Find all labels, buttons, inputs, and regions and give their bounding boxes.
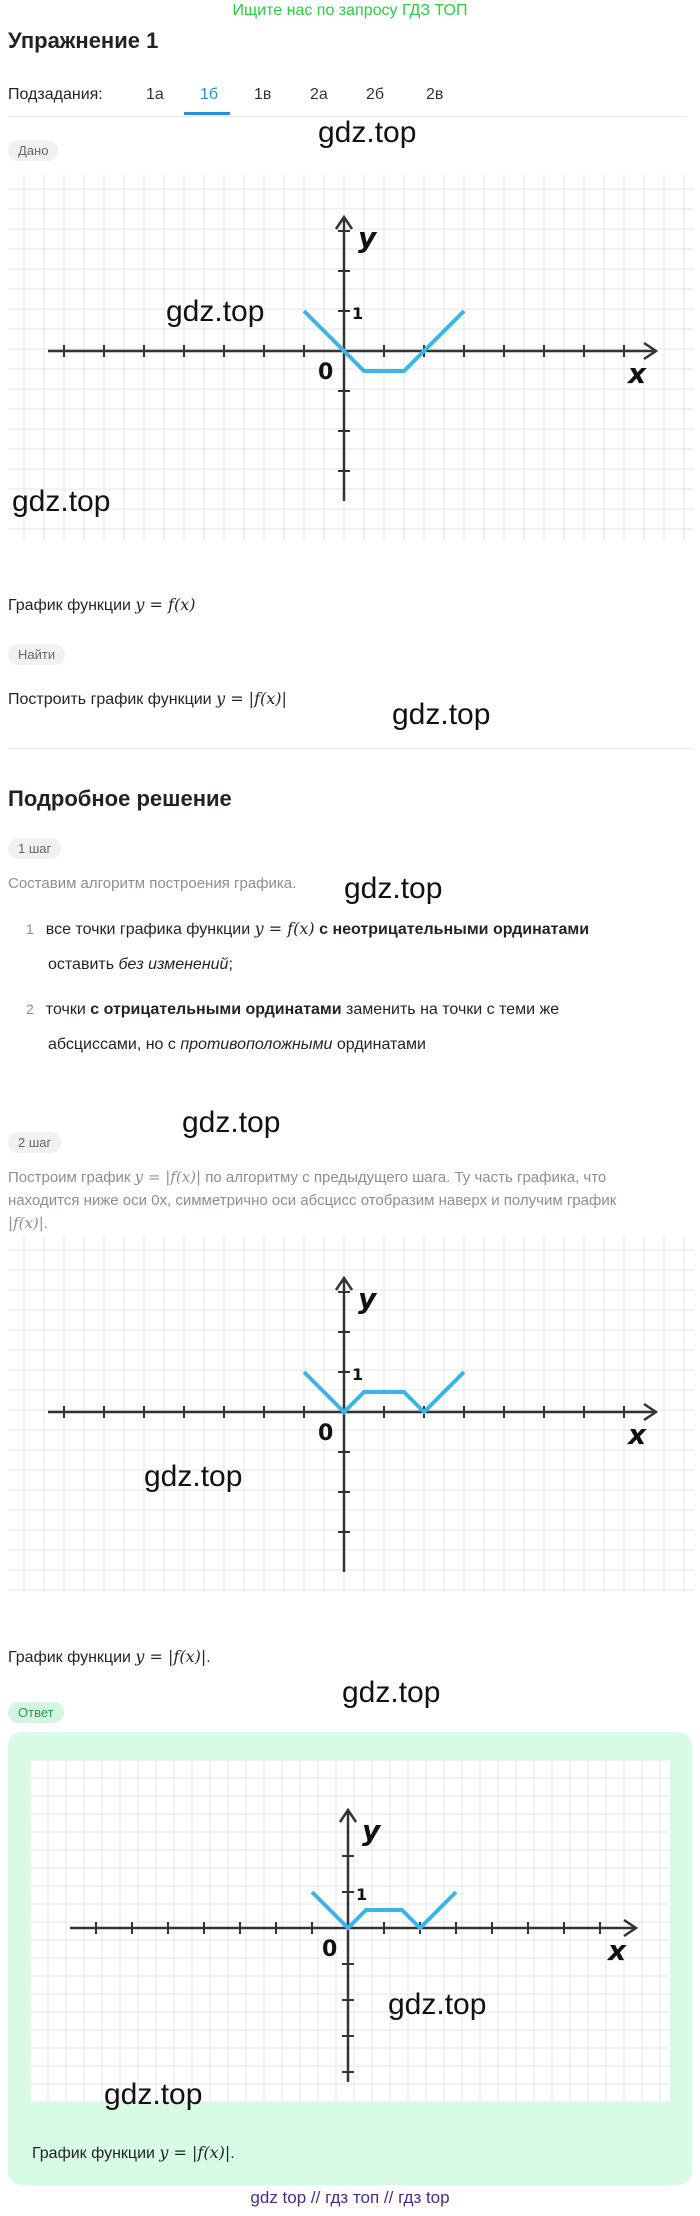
item-text: заменить на точки с теми же	[341, 1001, 560, 1018]
tab-1v[interactable]: 1в	[254, 86, 272, 103]
item-text: оставить	[48, 956, 119, 973]
item-bold: с неотрицательными ординатами	[314, 921, 590, 938]
result-text	[8, 1646, 211, 1669]
x-axis-label: x	[628, 1418, 647, 1451]
graph-given	[8, 175, 694, 541]
item-text: ;	[228, 956, 233, 973]
watermark: gdz.top	[12, 485, 111, 518]
step1-intro: Составим алгоритм построения графика.	[8, 875, 297, 892]
unit-label: 1	[352, 304, 364, 323]
step1-item-1-line2	[48, 954, 233, 976]
result-formula: y = |f(x)|	[135, 1647, 207, 1666]
active-tab-indicator	[184, 112, 230, 115]
tab-1b[interactable]: 1б	[200, 86, 219, 103]
item-text: абсциссами, но с	[48, 1036, 181, 1053]
step2-line3-formula: |f(x)|	[8, 1214, 44, 1232]
watermark: gdz.top	[182, 1106, 281, 1139]
step2-formula: y = |f(x)|	[134, 1168, 202, 1186]
watermark: gdz.top	[344, 872, 443, 905]
find-text-prefix: Построить график функции	[8, 691, 217, 708]
graph-step2-svg	[8, 1236, 694, 1592]
x-axis-label: x	[608, 1934, 627, 1967]
watermark: gdz.top	[342, 1676, 441, 1709]
footer-links[interactable]: gdz top // гдз топ // гдз top	[250, 2188, 450, 2207]
step1-item-2	[26, 998, 686, 1021]
list-number: 1	[26, 921, 34, 937]
step2-text	[8, 1166, 692, 1235]
graph-answer	[30, 1760, 670, 2111]
item-italic: противоположными	[180, 1036, 333, 1053]
given-badge: Дано	[8, 140, 58, 161]
step1-item-1	[26, 918, 686, 941]
answer-formula: y = |f(x)|	[159, 2143, 231, 2162]
watermark: gdz.top	[166, 295, 265, 328]
answer-text	[32, 2142, 235, 2165]
step2-line2: находится ниже оси 0х, симметрично оси абсцисс отобразим наверх и получим график	[8, 1192, 617, 1209]
top-banner: Ищите нас по запросу ГДЗ ТОП	[232, 2, 468, 19]
section-divider	[8, 748, 692, 749]
step2-text-b: по алгоритму с предыдущего шага. Ту часть графика, что	[201, 1169, 607, 1186]
answer-text-prefix: График функции	[32, 2145, 160, 2162]
origin-label: 0	[318, 1421, 334, 1446]
item-bold: с отрицательными ординатами	[90, 1001, 342, 1018]
y-axis-label: y	[358, 1282, 377, 1315]
step2-line3	[8, 1212, 692, 1235]
step2-text-a: Построим график	[8, 1169, 135, 1186]
origin-label: 0	[322, 1937, 338, 1962]
answer-box	[8, 1732, 692, 2185]
find-text	[8, 688, 287, 711]
subtasks-tabs	[8, 84, 686, 117]
item-text: ординатами	[332, 1036, 426, 1053]
watermark: gdz.top	[144, 1460, 243, 1493]
exercise-title: Упражнение 1	[8, 28, 159, 53]
axes	[48, 1278, 656, 1572]
y-axis-label: y	[362, 1814, 381, 1847]
item-text: точки	[45, 1001, 91, 1018]
answer-badge: Ответ	[8, 1702, 64, 1723]
unit-label: 1	[352, 1365, 364, 1384]
x-axis-label: x	[628, 357, 647, 390]
find-formula: y = |f(x)|	[216, 689, 287, 708]
item-text: все точки графика функции	[45, 921, 255, 938]
watermark: gdz.top	[392, 698, 491, 731]
tab-2a[interactable]: 2а	[310, 86, 328, 103]
tab-1a[interactable]: 1а	[146, 86, 164, 103]
step1-badge: 1 шаг	[8, 838, 61, 859]
step1-item-2-line2	[48, 1034, 426, 1056]
watermark: gdz.top	[388, 1988, 487, 2021]
tab-2v[interactable]: 2в	[426, 86, 444, 103]
given-formula: y = f(x)	[135, 595, 196, 614]
step2-badge: 2 шаг	[8, 1132, 61, 1153]
watermark: gdz.top	[104, 2078, 203, 2111]
watermark: gdz.top	[318, 116, 417, 149]
item-formula: y = f(x)	[254, 919, 315, 938]
subtasks-label: Подзадания:	[8, 86, 103, 103]
graph-step2	[8, 1236, 694, 1592]
given-text	[8, 594, 195, 617]
answer-post: .	[230, 2145, 235, 2162]
list-number: 2	[26, 1001, 34, 1017]
given-text-prefix: График функции	[8, 597, 136, 614]
y-axis-label: y	[358, 221, 377, 254]
origin-label: 0	[318, 360, 334, 385]
step2-line1	[8, 1166, 692, 1189]
result-post: .	[206, 1649, 211, 1666]
step2-line3-post: .	[43, 1215, 48, 1232]
find-badge: Найти	[8, 644, 65, 665]
tab-2b[interactable]: 2б	[366, 86, 385, 103]
solution-title: Подробное решение	[8, 786, 232, 811]
graph-given-svg	[8, 175, 694, 541]
item-italic: без изменений	[118, 956, 229, 973]
result-text-prefix: График функции	[8, 1649, 136, 1666]
unit-label: 1	[356, 1885, 368, 1904]
graph-answer-svg	[30, 1760, 670, 2102]
